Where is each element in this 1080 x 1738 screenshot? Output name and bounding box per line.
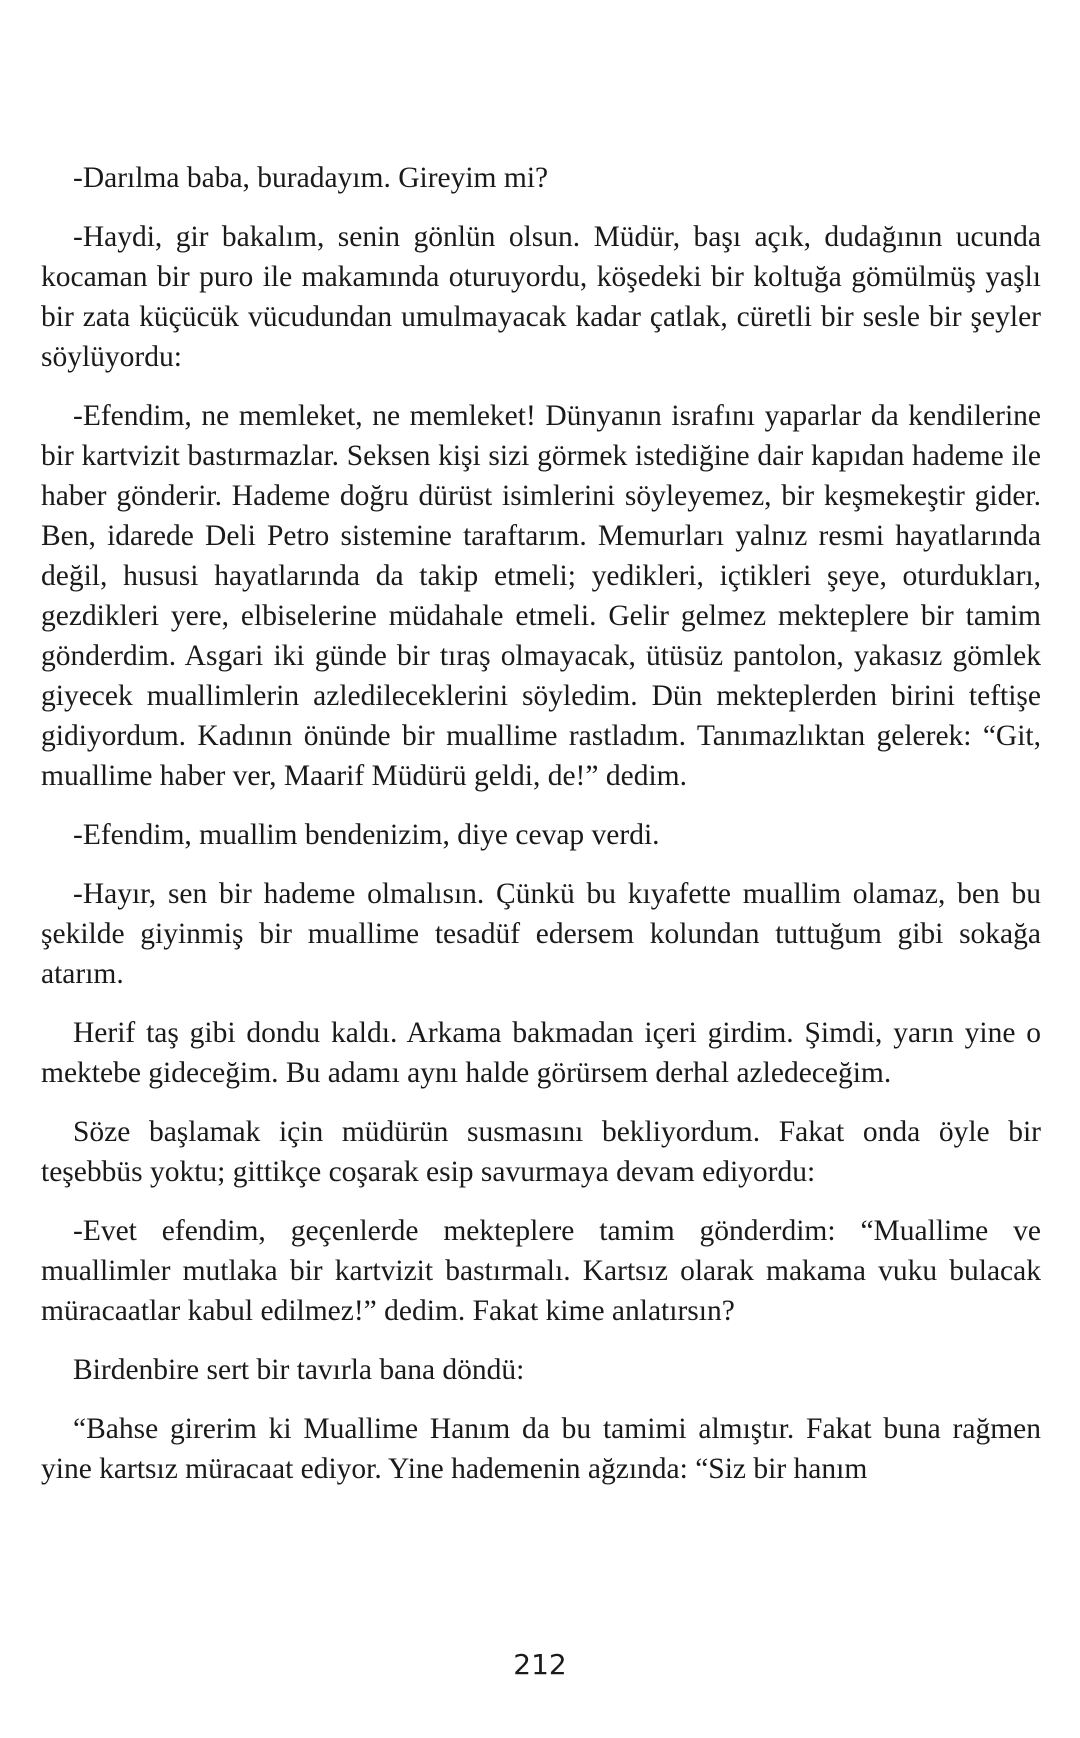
paragraph-10: “Bahse girerim ki Muallime Hanım da bu tamimi almıştır. Fakat buna rağmen yine kartsız müracaat ediyor. Yine hademenin ağzında: “Siz bir hanım bbox=[41, 1413, 1041, 1485]
page-number: 212 bbox=[513, 1648, 567, 1681]
paragraph-1: -Darılma baba, buradayım. Gireyim mi? bbox=[73, 162, 549, 194]
paragraph-7: Söze başlamak için müdürün susmasını bekliyordum. Fakat onda öyle bir teşebbüs yoktu; gittikçe coşarak esip savurmaya devam ediyordu: bbox=[41, 1116, 1041, 1188]
body-text bbox=[41, 158, 1041, 1508]
paragraph-8: -Evet efendim, geçenlerde mekteplere tamim gönderdim: “Muallime ve muallimler mutlaka bir kartvizit bastırmalı. Kartsız olarak makama vuku bulacak müracaatlar kabul edilmez!” dedim. Fakat kime anlatırsın? bbox=[41, 1215, 1041, 1327]
paragraph-5: -Hayır, sen bir hademe olmalısın. Çünkü bu kıyafette muallim olamaz, ben bu şekilde giyinmiş bir muallime tesadüf edersem kolundan tuttuğum gibi sokağa atarım. bbox=[41, 878, 1041, 990]
paragraph-3: -Efendim, ne memleket, ne memleket! Dünyanın israfını yaparlar da kendilerine bir kartvizit bastırmazlar. Seksen kişi sizi görmek istediğine dair kapıdan hademe ile haber gönderir. Hademe doğru dürüst isimlerini söyleyemez, bir keşmekeştir gider. Ben, idarede Deli Petro sistemine taraftarım. Memurları yalnız resmi hayatlarında değil, hususi hayatlarında da takip etmeli; yedikleri, içtikleri şeye, oturdukları, gezdikleri yere, elbiselerine müdahale etmeli. Gelir gelmez mekteplere bir tamim gönderdim. Asgari iki günde bir tıraş olmayacak, ütüsüz pantolon, yakasız gömlek giyecek muallimlerin azledileceklerini söyledim. Dün mekteplerden birini teftişe gidiyordum. Kadının önünde bir muallime rastladım. Tanımazlıktan gelerek: “Git, muallime haber ver, Maarif Müdürü geldi, de!” dedim. bbox=[41, 400, 1041, 792]
paragraph-6: Herif taş gibi dondu kaldı. Arkama bakmadan içeri girdim. Şimdi, yarın yine o mektebe gideceğim. Bu adamı aynı halde görürsem derhal azledeceğim. bbox=[41, 1017, 1041, 1089]
paragraph-4: -Efendim, muallim bendenizim, diye cevap verdi. bbox=[73, 819, 660, 851]
paragraph-9: Birdenbire sert bir tavırla bana döndü: bbox=[73, 1354, 525, 1386]
paragraph-2: -Haydi, gir bakalım, senin gönlün olsun. Müdür, başı açık, dudağının ucunda kocaman bir puro ile makamında oturuyordu, köşedeki bir koltuğa gömülmüş yaşlı bir zata küçücük vücudundan umulmayacak kadar çatlak, cüretli bir sesle bir şeyler söylüyordu: bbox=[41, 221, 1041, 373]
